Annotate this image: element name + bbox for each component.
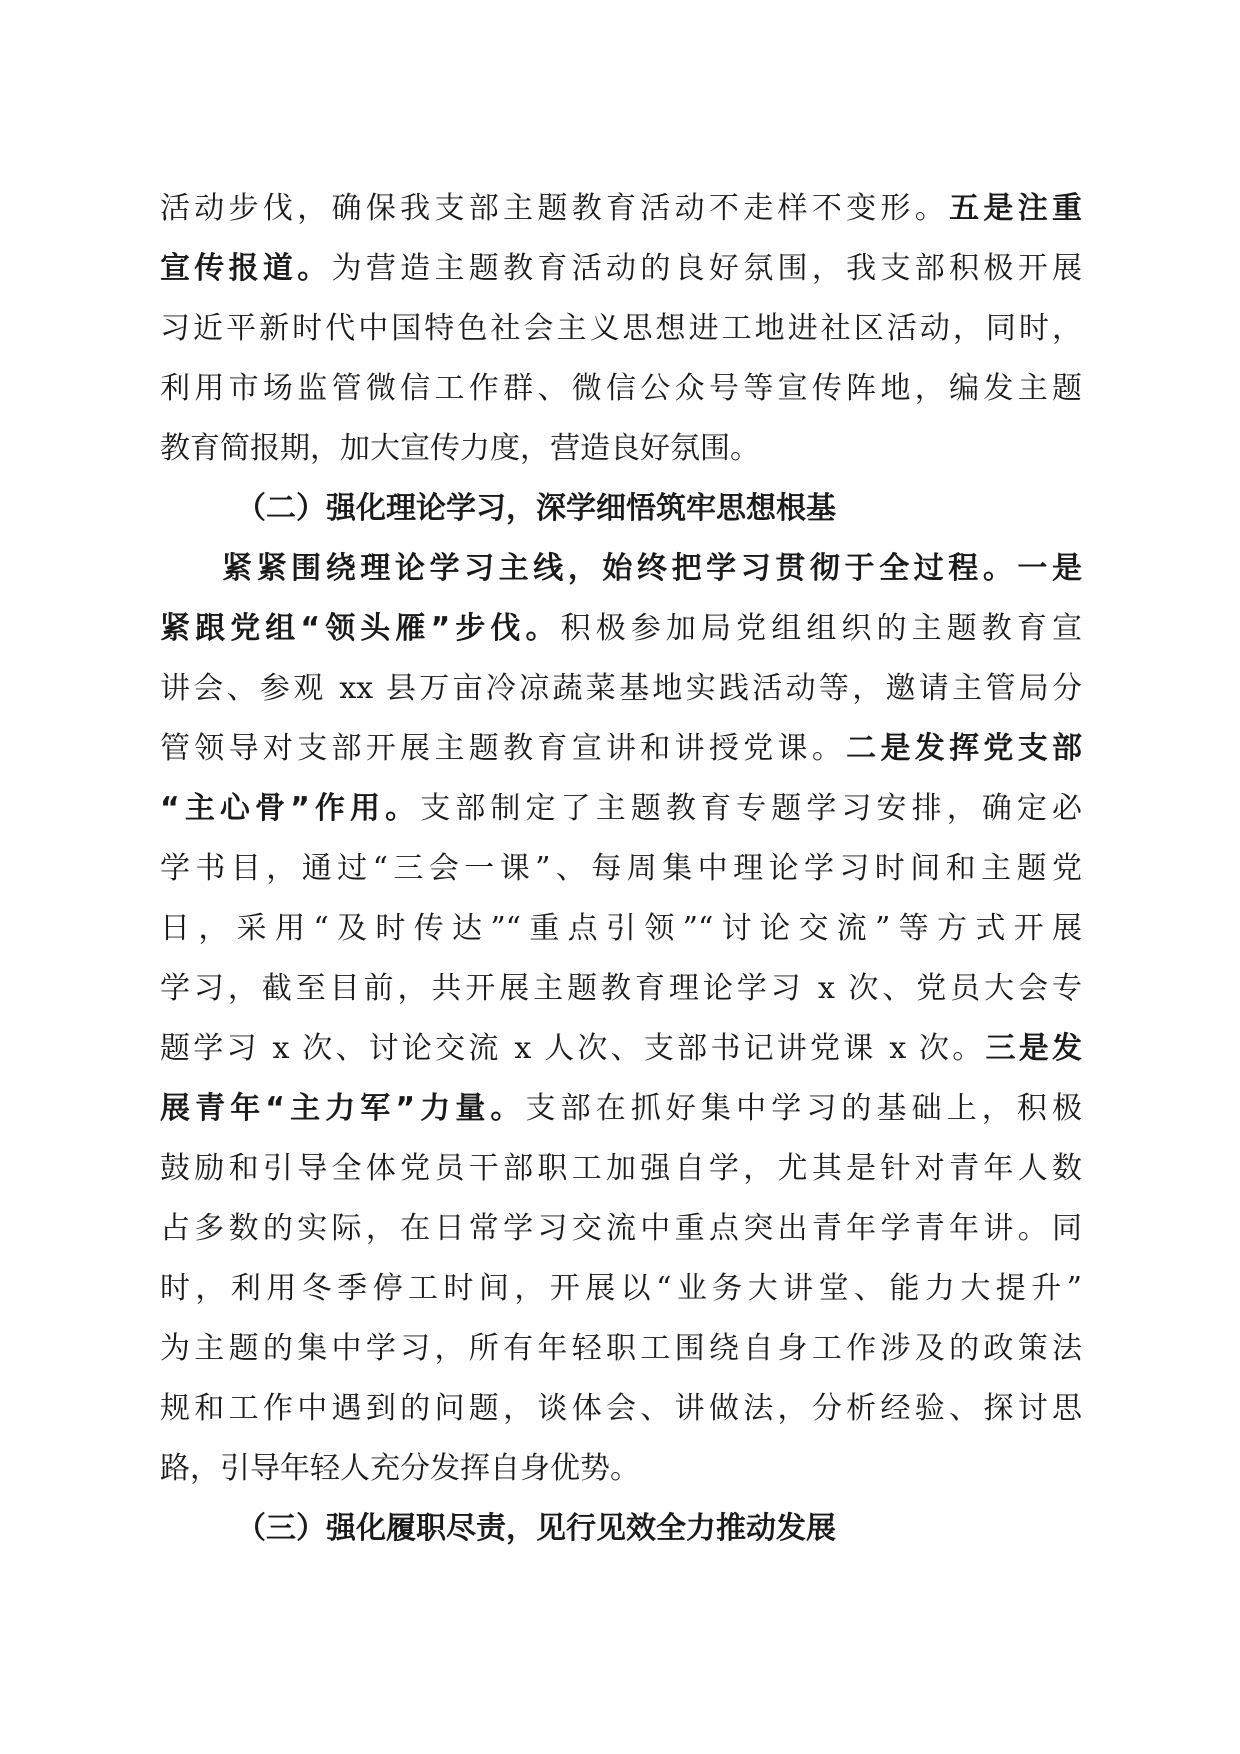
paragraph-line: 为主题的集中学习，所有年轻职工围绕自身工作涉及的政策法: [160, 1331, 1082, 1366]
document-body: [160, 188, 1082, 1568]
paragraph-line: [160, 788, 1082, 848]
body-text: 支部制定了主题教育专题学习安排，确定必: [420, 791, 1083, 826]
paragraph-line: 利用市场监管微信工作群、微信公众号等宣传阵地，编发主题: [160, 371, 1082, 406]
paragraph-lead-line: 紧紧围绕理论学习主线，始终把学习贯彻于全过程。一是: [222, 551, 1082, 586]
section-heading-2: （二）强化理论学习，深学细悟筑牢思想根基: [236, 491, 836, 526]
bold-lead-text: 二是发挥党支部: [846, 731, 1083, 766]
bold-lead-text: 三是发: [985, 1031, 1082, 1066]
section-heading-3: （三）强化履职尽责，见行见效全力推动发展: [236, 1511, 836, 1546]
paragraph-line: [160, 728, 1082, 788]
paragraph-line: 习近平新时代中国特色社会主义思想进工地进社区活动，同时，: [160, 311, 1082, 346]
paragraph-line: [160, 248, 1082, 308]
paragraph-line: 教育简报期，加大宣传力度，营造良好氛围。: [160, 431, 760, 466]
paragraph-line: [160, 188, 1082, 248]
body-text: 支部在抓好集中学习的基础上，积极: [525, 1091, 1083, 1126]
paragraph-line: 讲会、参观 xx 县万亩冷凉蔬菜基地实践活动等，邀请主管局分: [160, 671, 1082, 706]
paragraph-line: 学书目，通过“三会一课”、每周集中理论学习时间和主题党: [160, 851, 1082, 886]
body-text: 积极参加局党组组织的主题教育宣: [560, 611, 1083, 646]
paragraph-line: 时，利用冬季停工时间，开展以“业务大讲堂、能力大提升”: [160, 1271, 1082, 1306]
bold-lead-text: 宣传报道。: [160, 251, 332, 286]
paragraph-line: 日，采用“及时传达”“重点引领”“讨论交流”等方式开展: [160, 911, 1082, 946]
bold-lead-text: 展青年“主力军”力量。: [160, 1091, 526, 1126]
body-text: 活动步伐，确保我支部主题教育活动不走样不变形。: [160, 191, 950, 226]
bold-lead-text: “主心骨”作用。: [160, 791, 421, 826]
paragraph-line: [160, 1028, 1082, 1088]
body-text: 管领导对支部开展主题教育宣讲和讲授党课。: [160, 731, 847, 766]
bold-lead-text: 五是注重: [949, 191, 1083, 226]
paragraph-line: [160, 608, 1082, 668]
paragraph-line: 学习，截至目前，共开展主题教育理论学习 x 次、党员大会专: [160, 971, 1082, 1006]
paragraph-line: 占多数的实际，在日常学习交流中重点突出青年学青年讲。同: [160, 1211, 1082, 1246]
body-text: 题学习 x 次、讨论交流 x 人次、支部书记讲党课 x 次。: [160, 1031, 986, 1066]
paragraph-line: 鼓励和引导全体党员干部职工加强自学，尤其是针对青年人数: [160, 1151, 1082, 1186]
paragraph-line: 规和工作中遇到的问题，谈体会、讲做法，分析经验、探讨思: [160, 1391, 1082, 1426]
paragraph-line: 路，引导年轻人充分发挥自身优势。: [160, 1451, 640, 1486]
paragraph-line: [160, 1088, 1082, 1148]
body-text: 为营造主题教育活动的良好氛围，我支部积极开展: [331, 251, 1083, 286]
bold-lead-text: 紧跟党组“领头雁”步伐。: [160, 611, 561, 646]
